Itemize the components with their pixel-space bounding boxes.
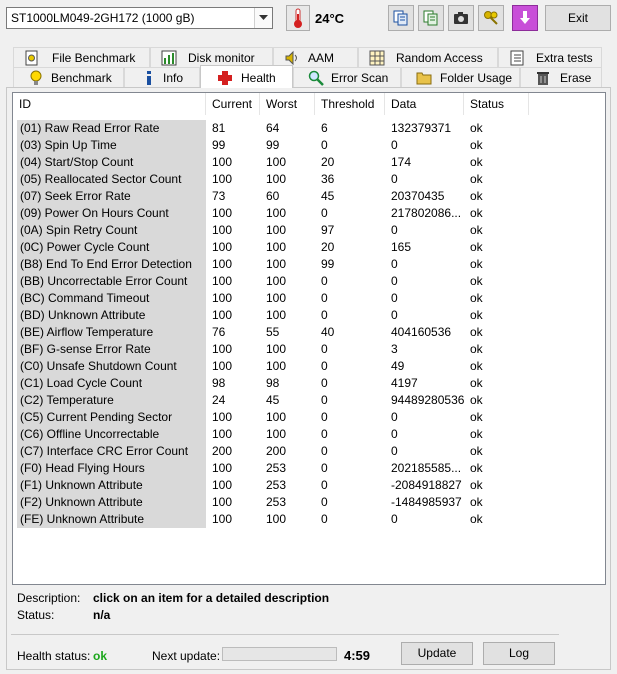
camera-icon	[453, 10, 469, 26]
next-update-timer: 4:59	[344, 648, 371, 663]
attribute-data: 3	[391, 342, 398, 356]
copy-all-button[interactable]	[418, 5, 444, 31]
attribute-status: ok	[470, 410, 483, 424]
smart-attribute-list[interactable]	[12, 92, 606, 585]
update-button[interactable]: Update	[401, 642, 473, 665]
health-panel	[6, 87, 611, 670]
attribute-id: (F1) Unknown Attribute	[17, 477, 206, 494]
screenshot-button[interactable]	[448, 5, 474, 31]
column-header-current[interactable]: Current	[206, 93, 260, 115]
attribute-id: (C1) Load Cycle Count	[17, 375, 206, 392]
table-row[interactable]	[13, 511, 605, 528]
table-row[interactable]	[13, 154, 605, 171]
attribute-current: 100	[212, 342, 233, 356]
attribute-threshold: 0	[321, 495, 328, 509]
attribute-status: ok	[470, 257, 483, 271]
attribute-worst: 45	[266, 393, 280, 407]
attribute-status: ok	[470, 427, 483, 441]
attribute-threshold: 0	[321, 427, 328, 441]
attribute-status: ok	[470, 393, 483, 407]
attribute-worst: 100	[266, 342, 287, 356]
drive-select[interactable]	[6, 7, 273, 29]
log-button[interactable]: Log	[483, 642, 555, 665]
attribute-data: 0	[391, 444, 398, 458]
attribute-worst: 100	[266, 206, 287, 220]
tab-folder-usage-label: Folder Usage	[440, 71, 513, 85]
attribute-data: 0	[391, 410, 398, 424]
attribute-current: 100	[212, 223, 233, 237]
table-row[interactable]	[13, 120, 605, 137]
tab-extra-tests-label: Extra tests	[536, 51, 593, 65]
tab-error-scan[interactable]	[293, 67, 401, 87]
table-row[interactable]	[13, 341, 605, 358]
magnifier-icon	[308, 70, 324, 86]
table-row[interactable]	[13, 171, 605, 188]
tab-benchmark[interactable]	[13, 67, 124, 87]
attribute-data: 20370435	[391, 189, 445, 203]
attribute-current: 100	[212, 427, 233, 441]
folder-icon	[416, 70, 432, 86]
attribute-worst: 100	[266, 172, 287, 186]
download-icon	[517, 10, 533, 26]
tab-info-label: Info	[163, 71, 184, 85]
tab-aam-label: AAM	[308, 51, 335, 65]
attribute-threshold: 0	[321, 393, 328, 407]
attribute-worst: 100	[266, 291, 287, 305]
attribute-current: 100	[212, 257, 233, 271]
attribute-current: 100	[212, 308, 233, 322]
attribute-worst: 98	[266, 376, 280, 390]
table-row[interactable]	[13, 358, 605, 375]
attribute-threshold: 0	[321, 308, 328, 322]
table-row[interactable]	[13, 494, 605, 511]
attribute-data: 217802086...	[391, 206, 462, 220]
attribute-id: (C5) Current Pending Sector	[17, 409, 206, 426]
attribute-data: 4197	[391, 376, 418, 390]
attribute-current: 81	[212, 121, 226, 135]
attribute-worst: 60	[266, 189, 280, 203]
attribute-worst: 100	[266, 427, 287, 441]
keys-icon	[483, 10, 499, 26]
table-row[interactable]	[13, 222, 605, 239]
attribute-data: 165	[391, 240, 412, 254]
attribute-status: ok	[470, 478, 483, 492]
attribute-status: ok	[470, 342, 483, 356]
attribute-id: (BF) G-sense Error Rate	[17, 341, 206, 358]
attribute-data: 0	[391, 291, 398, 305]
column-header-data[interactable]: Data	[385, 93, 464, 115]
tab-health[interactable]	[200, 65, 293, 88]
attribute-data: 174	[391, 155, 412, 169]
attribute-worst: 100	[266, 410, 287, 424]
attribute-status: ok	[470, 206, 483, 220]
attribute-id: (07) Seek Error Rate	[17, 188, 206, 205]
file-benchmark-icon	[24, 50, 40, 66]
attribute-data: 0	[391, 257, 398, 271]
checklist-icon	[509, 50, 525, 66]
download-button[interactable]	[512, 5, 538, 31]
tab-aam[interactable]	[273, 47, 358, 67]
attribute-id: (F0) Head Flying Hours	[17, 460, 206, 477]
attribute-worst: 100	[266, 512, 287, 526]
attribute-status: ok	[470, 240, 483, 254]
description-value: click on an item for a detailed description	[93, 591, 330, 605]
copy-all-icon	[423, 10, 439, 26]
attribute-data: 0	[391, 172, 398, 186]
tab-error-scan-label: Error Scan	[331, 71, 389, 85]
attribute-current: 100	[212, 155, 233, 169]
attribute-worst: 100	[266, 274, 287, 288]
next-update-label: Next update:	[152, 649, 221, 663]
attribute-threshold: 20	[321, 155, 335, 169]
table-row[interactable]	[13, 443, 605, 460]
tab-health-label: Health	[241, 71, 276, 85]
table-row[interactable]	[13, 239, 605, 256]
table-row[interactable]	[13, 324, 605, 341]
attribute-status: ok	[470, 274, 483, 288]
attribute-current: 100	[212, 410, 233, 424]
trash-icon	[535, 70, 551, 86]
attribute-threshold: 20	[321, 240, 335, 254]
attribute-data: 49	[391, 359, 405, 373]
table-row[interactable]	[13, 256, 605, 273]
attribute-id: (C7) Interface CRC Error Count	[17, 443, 206, 460]
attribute-status: ok	[470, 512, 483, 526]
status-value: n/a	[93, 608, 111, 622]
attribute-status: ok	[470, 155, 483, 169]
attribute-id: (BB) Uncorrectable Error Count	[17, 273, 206, 290]
copy-icon	[393, 10, 409, 26]
attribute-worst: 100	[266, 308, 287, 322]
attribute-data: 0	[391, 427, 398, 441]
chart-icon	[161, 50, 177, 66]
table-row[interactable]	[13, 460, 605, 477]
grid-icon	[369, 50, 385, 66]
attribute-status: ok	[470, 121, 483, 135]
tab-folder-usage[interactable]	[401, 67, 520, 87]
tab-file-benchmark[interactable]	[13, 47, 150, 67]
attribute-current: 100	[212, 274, 233, 288]
attribute-status: ok	[470, 325, 483, 339]
attribute-id: (03) Spin Up Time	[17, 137, 206, 154]
attribute-current: 100	[212, 359, 233, 373]
health-cross-icon	[217, 70, 233, 86]
attribute-status: ok	[470, 444, 483, 458]
attribute-threshold: 0	[321, 461, 328, 475]
next-update-progress	[222, 647, 337, 661]
description-label: Description:	[17, 591, 81, 605]
attribute-data: -2084918827	[391, 478, 462, 492]
tab-file-benchmark-label: File Benchmark	[52, 51, 136, 65]
attribute-data: 404160536	[391, 325, 452, 339]
attribute-worst: 100	[266, 155, 287, 169]
attribute-current: 100	[212, 291, 233, 305]
attribute-worst: 64	[266, 121, 280, 135]
drive-select-value: ST1000LM049-2GH172 (1000 gB)	[11, 11, 195, 25]
attribute-id: (01) Raw Read Error Rate	[17, 120, 206, 137]
attribute-threshold: 6	[321, 121, 328, 135]
attribute-threshold: 0	[321, 274, 328, 288]
table-row[interactable]	[13, 307, 605, 324]
attribute-current: 100	[212, 478, 233, 492]
attribute-status: ok	[470, 376, 483, 390]
tab-extra-tests[interactable]	[498, 47, 602, 67]
attribute-status: ok	[470, 359, 483, 373]
attribute-threshold: 0	[321, 444, 328, 458]
attribute-id: (09) Power On Hours Count	[17, 205, 206, 222]
attribute-id: (B8) End To End Error Detection	[17, 256, 206, 273]
attribute-data: 132379371	[391, 121, 452, 135]
attribute-threshold: 0	[321, 410, 328, 424]
attribute-current: 24	[212, 393, 226, 407]
attribute-worst: 99	[266, 138, 280, 152]
attribute-threshold: 0	[321, 512, 328, 526]
column-header-worst[interactable]: Worst	[260, 93, 315, 115]
attribute-status: ok	[470, 495, 483, 509]
attribute-id: (0A) Spin Retry Count	[17, 222, 206, 239]
attribute-current: 100	[212, 172, 233, 186]
attribute-data: 94489280536	[391, 393, 464, 407]
attribute-id: (04) Start/Stop Count	[17, 154, 206, 171]
attribute-threshold: 40	[321, 325, 335, 339]
attribute-worst: 100	[266, 240, 287, 254]
attribute-current: 100	[212, 512, 233, 526]
attribute-threshold: 97	[321, 223, 335, 237]
attribute-current: 100	[212, 495, 233, 509]
attribute-current: 100	[212, 206, 233, 220]
attribute-data: 0	[391, 308, 398, 322]
attribute-data: 0	[391, 223, 398, 237]
attribute-current: 73	[212, 189, 226, 203]
attribute-status: ok	[470, 291, 483, 305]
attribute-current: 76	[212, 325, 226, 339]
tab-disk-monitor[interactable]	[150, 47, 273, 67]
table-row[interactable]	[13, 188, 605, 205]
attribute-status: ok	[470, 223, 483, 237]
attribute-id: (C0) Unsafe Shutdown Count	[17, 358, 206, 375]
tab-erase[interactable]	[520, 67, 602, 87]
exit-button[interactable]: Exit	[545, 5, 611, 31]
attribute-threshold: 0	[321, 376, 328, 390]
attribute-id: (FE) Unknown Attribute	[17, 511, 206, 528]
attribute-worst: 100	[266, 223, 287, 237]
tab-benchmark-label: Benchmark	[51, 71, 112, 85]
attribute-current: 100	[212, 461, 233, 475]
attribute-threshold: 0	[321, 291, 328, 305]
table-row[interactable]	[13, 409, 605, 426]
attribute-current: 100	[212, 240, 233, 254]
attribute-id: (BC) Command Timeout	[17, 290, 206, 307]
attribute-id: (F2) Unknown Attribute	[17, 494, 206, 511]
attribute-current: 200	[212, 444, 233, 458]
attribute-threshold: 36	[321, 172, 335, 186]
table-row[interactable]	[13, 426, 605, 443]
attribute-current: 99	[212, 138, 226, 152]
attribute-status: ok	[470, 461, 483, 475]
list-header	[13, 93, 605, 115]
attribute-id: (BE) Airflow Temperature	[17, 324, 206, 341]
chevron-down-icon[interactable]	[254, 8, 272, 28]
attribute-worst: 100	[266, 359, 287, 373]
attribute-status: ok	[470, 172, 483, 186]
tab-disk-monitor-label: Disk monitor	[188, 51, 255, 65]
temperature-readout: 24°C	[315, 11, 345, 26]
table-row[interactable]	[13, 392, 605, 409]
attribute-id: (BD) Unknown Attribute	[17, 307, 206, 324]
speaker-icon	[284, 50, 300, 66]
attribute-threshold: 0	[321, 206, 328, 220]
health-status-value: ok	[93, 649, 108, 663]
attribute-worst: 200	[266, 444, 287, 458]
attribute-worst: 253	[266, 495, 287, 509]
attribute-status: ok	[470, 308, 483, 322]
health-status-label: Health status:	[17, 649, 91, 663]
attribute-status: ok	[470, 189, 483, 203]
copy-button[interactable]	[388, 5, 414, 31]
column-header-id[interactable]: ID	[13, 93, 206, 115]
attribute-worst: 253	[266, 461, 287, 475]
table-row[interactable]	[13, 375, 605, 392]
options-button[interactable]	[478, 5, 504, 31]
thermometer-icon	[286, 5, 310, 31]
attribute-data: 0	[391, 512, 398, 526]
tab-erase-label: Erase	[560, 71, 592, 85]
status-label: Status:	[17, 608, 55, 622]
table-row[interactable]	[13, 273, 605, 290]
lightbulb-icon	[28, 70, 44, 86]
attribute-id: (C6) Offline Uncorrectable	[17, 426, 206, 443]
attribute-id: (05) Reallocated Sector Count	[17, 171, 206, 188]
tab-info[interactable]	[124, 67, 200, 87]
attribute-worst: 100	[266, 257, 287, 271]
column-header-threshold[interactable]: Threshold	[315, 93, 385, 115]
attribute-id: (C2) Temperature	[17, 392, 206, 409]
tab-random-access[interactable]	[358, 47, 498, 67]
attribute-data: 0	[391, 138, 398, 152]
column-header-status[interactable]: Status	[464, 93, 529, 115]
attribute-threshold: 0	[321, 138, 328, 152]
attribute-threshold: 0	[321, 478, 328, 492]
attribute-worst: 55	[266, 325, 280, 339]
attribute-worst: 253	[266, 478, 287, 492]
attribute-threshold: 99	[321, 257, 335, 271]
attribute-data: 0	[391, 274, 398, 288]
attribute-data: 202185585...	[391, 461, 462, 475]
attribute-data: -1484985937	[391, 495, 462, 509]
table-row[interactable]	[13, 205, 605, 222]
table-row[interactable]	[13, 477, 605, 494]
attribute-threshold: 0	[321, 359, 328, 373]
attribute-threshold: 45	[321, 189, 335, 203]
table-row[interactable]	[13, 137, 605, 154]
divider	[11, 634, 559, 635]
attribute-threshold: 0	[321, 342, 328, 356]
tab-random-access-label: Random Access	[396, 51, 483, 65]
info-icon	[141, 70, 157, 86]
attribute-current: 98	[212, 376, 226, 390]
table-row[interactable]	[13, 290, 605, 307]
attribute-status: ok	[470, 138, 483, 152]
attribute-id: (0C) Power Cycle Count	[17, 239, 206, 256]
